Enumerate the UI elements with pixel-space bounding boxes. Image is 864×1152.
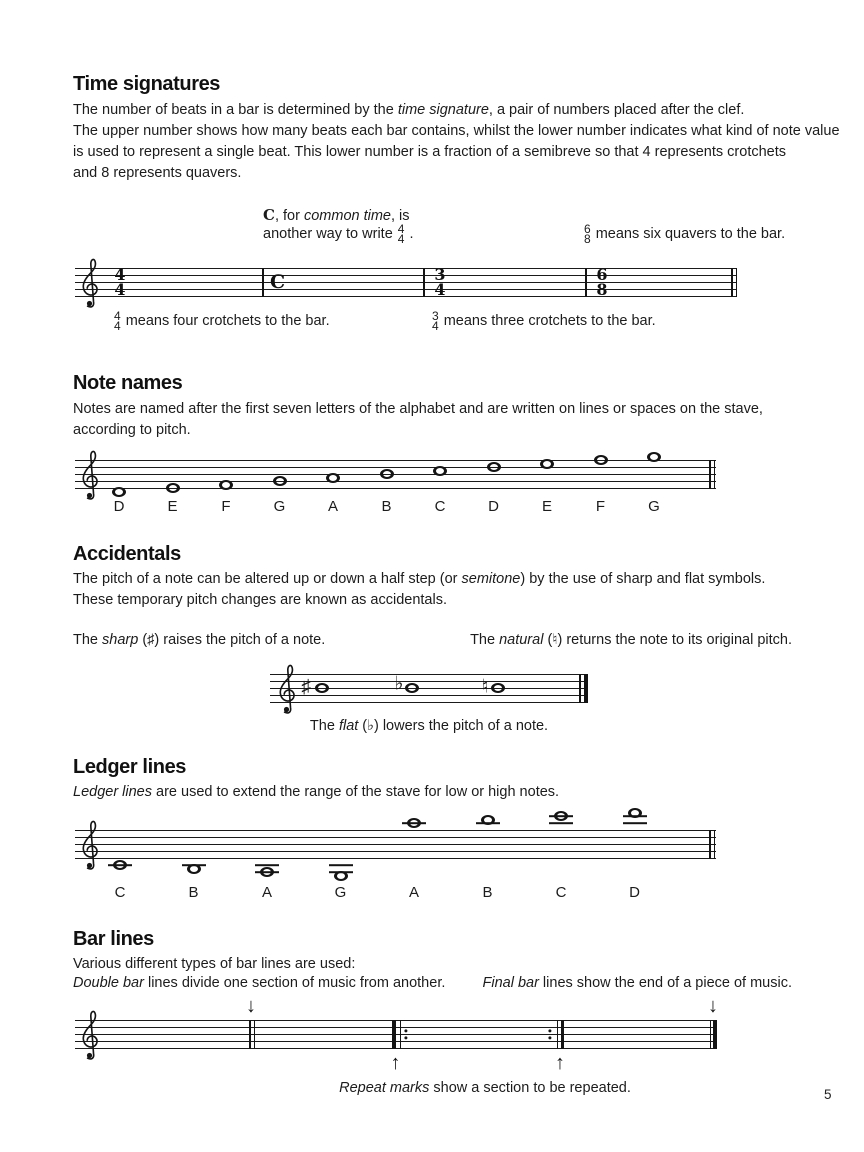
whole-note: [647, 452, 661, 462]
double-bar-line: [249, 1020, 251, 1049]
text-run: , a pair of numbers placed after the clef.: [488, 102, 745, 118]
whole-note: [334, 871, 348, 881]
body-text: is used to represent a single beat. This lower number is a fraction of a semibreve so that 4 represents crotchets: [73, 144, 787, 160]
caption-four-four: [114, 311, 330, 331]
note-letter: A: [408, 884, 420, 901]
text-run: The: [309, 718, 339, 734]
double-bar-line: [731, 268, 733, 297]
text-run: Repeat marks: [339, 1080, 430, 1096]
repeat-end-bar: [561, 1020, 565, 1049]
common-time-annotation-line2: [263, 224, 413, 244]
repeat-end-bar: [557, 1020, 559, 1049]
note-letter: G: [648, 498, 660, 515]
ledger-line: [329, 864, 353, 866]
section-heading-bar-lines: Bar lines: [73, 928, 154, 950]
whole-note: [380, 469, 394, 479]
common-time-annotation-line1: [263, 206, 410, 224]
sharp-icon: ♯: [301, 676, 311, 698]
ledger-line: [549, 822, 573, 824]
final-bar-line: [710, 1020, 712, 1049]
body-text: according to pitch.: [73, 422, 191, 438]
repeat-start-bar: [392, 1020, 396, 1049]
section-heading-ledger-lines: Ledger lines: [73, 756, 187, 778]
treble-clef-icon: [78, 1007, 101, 1063]
fraction-4-4: 4 4: [114, 309, 121, 333]
whole-note: [540, 459, 554, 469]
six-eight-annotation: [584, 224, 785, 244]
note-letter: D: [629, 884, 640, 901]
body-text: The upper number shows how many beats each bar contains, whilst the lower number indicates what kind of note value: [73, 123, 840, 139]
section-heading-note-names: Note names: [73, 372, 183, 394]
note-letter: G: [334, 884, 347, 901]
time-signature-4-4: 4 4: [114, 265, 126, 299]
fraction-3-4: 3 4: [432, 309, 439, 333]
note-letter: B: [381, 498, 392, 515]
body-text: [73, 569, 765, 590]
repeat-dot: [404, 1029, 407, 1032]
text-run: ) by the use of sharp and flat symbols.: [520, 571, 766, 587]
staff-time-signatures: [75, 265, 737, 299]
bar-line: [262, 268, 264, 297]
common-time-symbol: C: [263, 206, 275, 224]
whole-note: [407, 818, 421, 828]
staff-ledger-lines: [75, 830, 716, 859]
staff-bar-lines: [75, 1020, 717, 1049]
text-run: means four crotchets to the bar.: [125, 313, 330, 329]
final-bar-line: [579, 674, 581, 703]
text-run: flat: [338, 718, 359, 734]
text-run: The: [470, 632, 500, 648]
whole-note: [491, 683, 505, 693]
text-run: Double bar: [73, 975, 144, 991]
text-run: The: [73, 632, 103, 648]
text-run: means three crotchets to the bar.: [443, 313, 656, 329]
text-run: Final bar: [482, 975, 539, 991]
note-letter: A: [327, 498, 339, 515]
final-bar-caption: [482, 975, 792, 991]
text-run: The pitch of a note can be altered up or down a half step (or: [73, 571, 462, 587]
note-letter: C: [434, 498, 446, 515]
flat-caption: [270, 718, 588, 734]
double-bar-caption: [73, 975, 445, 991]
whole-note: [187, 864, 201, 874]
text-run: (♯) raises the pitch of a note.: [138, 632, 326, 648]
text-run: (♮) returns the note to its original pitch.: [543, 632, 792, 648]
whole-note: [405, 683, 419, 693]
text-run: show a section to be repeated.: [429, 1080, 631, 1096]
body-text: Various different types of bar lines are used:: [73, 956, 356, 972]
whole-note: [326, 473, 340, 483]
repeat-dot: [548, 1036, 551, 1039]
whole-note: [273, 476, 287, 486]
note-letter: E: [541, 498, 553, 515]
time-signature-3-4: 3 4: [434, 265, 446, 299]
text-run: semitone: [461, 571, 521, 587]
final-bar-line: [713, 1020, 717, 1049]
whole-note: [481, 815, 495, 825]
staff-accidentals: [270, 674, 588, 703]
caption-three-four: [432, 311, 656, 331]
body-text: These temporary pitch changes are known as accidentals.: [73, 592, 447, 608]
fraction-6-8: 6 8: [584, 222, 591, 246]
repeat-dot: [404, 1036, 407, 1039]
body-text: [73, 100, 744, 121]
whole-note: [628, 808, 642, 818]
note-letter: A: [261, 884, 273, 901]
sharp-caption: [73, 632, 325, 648]
body-text: and 8 represents quavers.: [73, 165, 242, 181]
natural-caption: [470, 632, 792, 648]
whole-note: [594, 455, 608, 465]
double-bar-line: [709, 460, 711, 489]
note-letter: D: [113, 498, 125, 515]
text-run: another way to write: [263, 226, 393, 242]
repeat-start-bar: [400, 1020, 402, 1049]
note-letter: D: [488, 498, 499, 515]
treble-clef-icon: [78, 255, 101, 311]
note-letter: C: [555, 884, 567, 901]
text-run: natural: [499, 632, 544, 648]
text-run: The number of beats in a bar is determined by the: [73, 102, 398, 118]
ledger-line: [623, 822, 647, 824]
staff-note-names: [75, 460, 716, 489]
note-letter: F: [221, 498, 231, 515]
section-heading-accidentals: Accidentals: [73, 543, 181, 565]
text-run: lines show the end of a piece of music.: [538, 975, 792, 991]
time-signature-6-8: 6 8: [596, 265, 608, 299]
note-letter: B: [482, 884, 493, 901]
treble-clef-icon: [78, 817, 101, 873]
whole-note: [113, 860, 127, 870]
body-text: Notes are named after the first seven letters of the alphabet and are written on lines or spaces on the stave,: [73, 401, 763, 417]
note-letter: B: [188, 884, 199, 901]
bar-line: [423, 268, 425, 297]
double-bar-line: [714, 460, 716, 489]
whole-note: [112, 487, 126, 497]
treble-clef-icon: [78, 447, 101, 503]
whole-note: [219, 480, 233, 490]
text-run: means six quavers to the bar.: [595, 226, 786, 242]
text-run: time signature: [397, 102, 489, 118]
down-arrow-icon: ↓: [708, 995, 718, 1017]
final-bar-line: [584, 674, 588, 703]
common-time-signature: C: [270, 271, 286, 293]
double-bar-line: [736, 268, 738, 297]
whole-note: [166, 483, 180, 493]
note-letter: F: [595, 498, 606, 515]
down-arrow-icon: ↓: [246, 995, 256, 1017]
up-arrow-icon: ↑: [555, 1052, 565, 1074]
text-run: , for: [274, 208, 304, 224]
flat-icon: ♭: [394, 673, 404, 695]
note-letter: G: [273, 498, 286, 515]
page-number: 5: [824, 1087, 832, 1102]
double-bar-line: [709, 830, 711, 859]
text-run: are used to extend the range of the stave for low or high notes.: [152, 784, 560, 800]
text-run: sharp: [102, 632, 139, 648]
text-run: lines divide one section of music from another.: [143, 975, 446, 991]
up-arrow-icon: ↑: [390, 1052, 401, 1074]
note-letter: C: [114, 884, 126, 901]
bar-line: [585, 268, 587, 297]
whole-note: [433, 466, 447, 476]
whole-note: [554, 811, 568, 821]
whole-note: [315, 683, 329, 693]
body-text: [73, 782, 559, 803]
double-bar-line: [254, 1020, 256, 1049]
text-run: (♭) lowers the pitch of a note.: [358, 718, 549, 734]
fraction-4-4: 4 4: [397, 222, 405, 246]
whole-note: [260, 867, 274, 877]
repeat-marks-caption: [300, 1080, 670, 1096]
double-bar-line: [714, 830, 716, 859]
repeat-dot: [548, 1029, 551, 1032]
natural-icon: ♮: [481, 676, 489, 698]
text-run: .: [409, 226, 414, 242]
text-run: common time: [303, 208, 391, 224]
text-run: Ledger lines: [73, 784, 152, 800]
note-letter: E: [167, 498, 178, 515]
text-run: , is: [391, 208, 410, 224]
whole-note: [487, 462, 501, 472]
section-heading-time-signatures: Time signatures: [73, 73, 221, 95]
ledger-line: [255, 864, 279, 866]
treble-clef-icon: [275, 661, 298, 717]
